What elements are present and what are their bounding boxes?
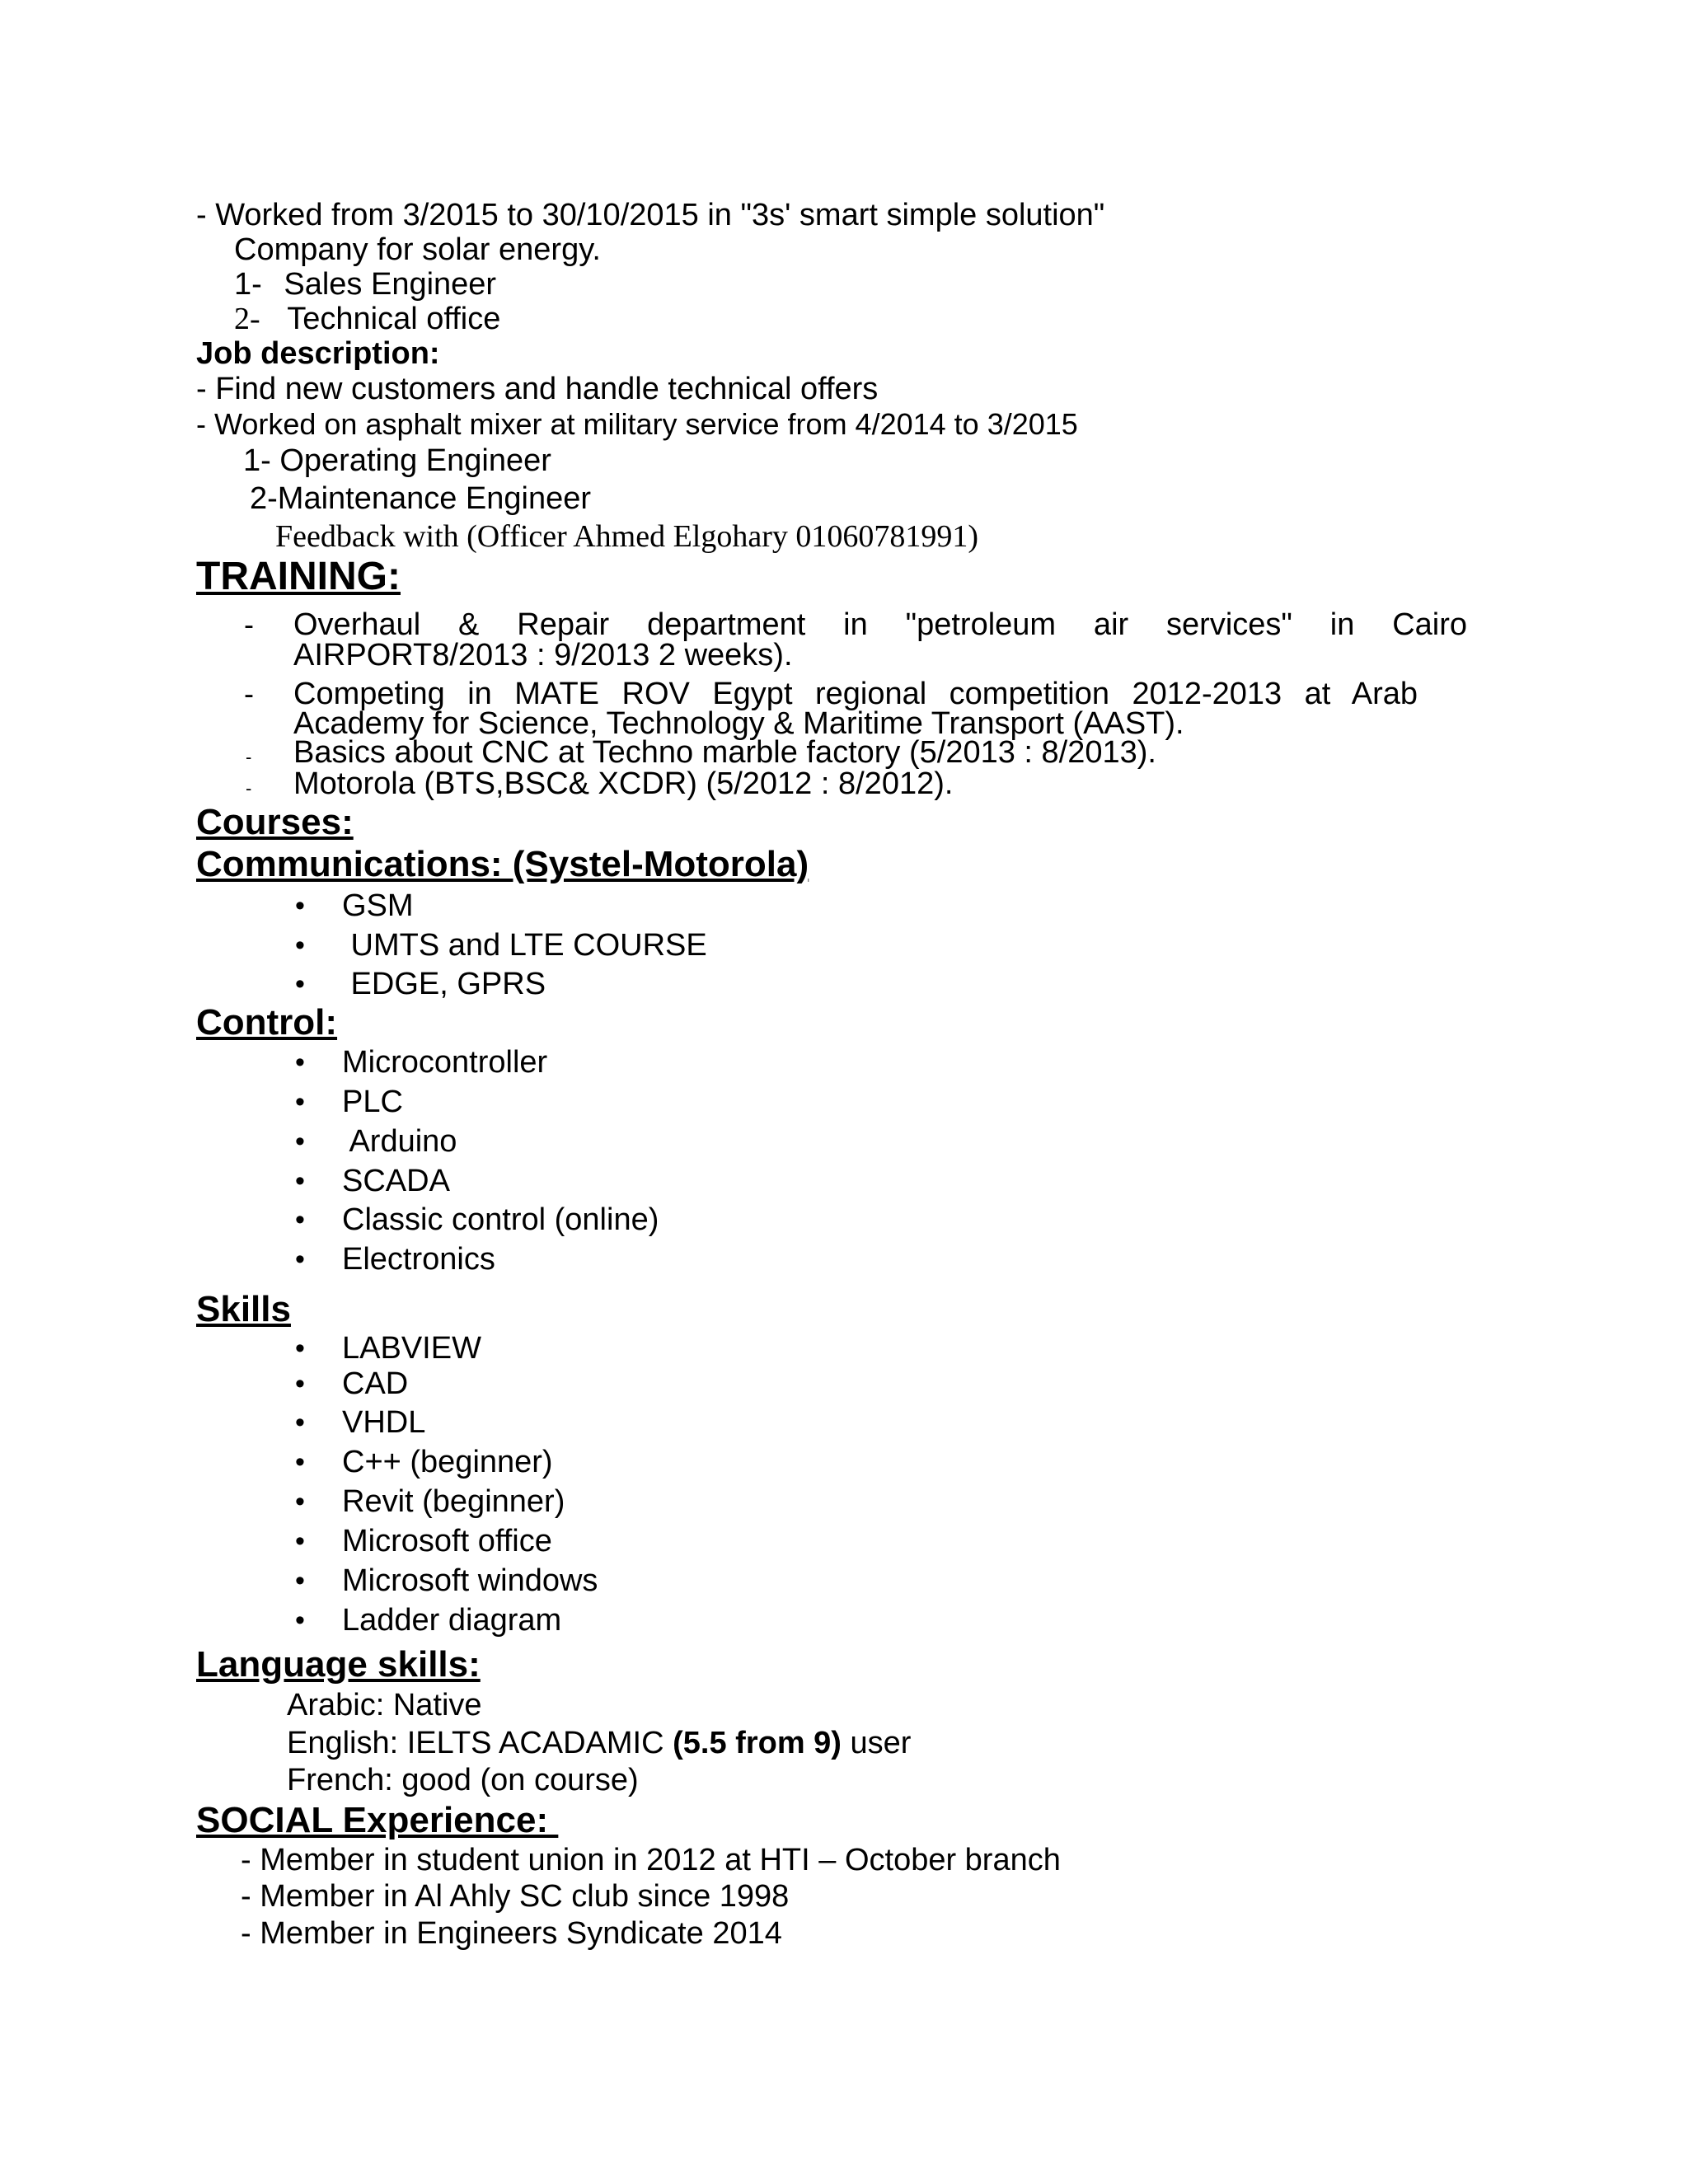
social-heading: SOCIAL Experience: xyxy=(196,1800,559,1840)
skill-item: LABVIEW xyxy=(342,1331,481,1366)
bullet-icon: • xyxy=(295,1526,305,1557)
military-role: 2-Maintenance Engineer xyxy=(250,481,592,516)
role-label: Sales Engineer xyxy=(284,267,497,302)
bullet-icon: • xyxy=(295,1605,305,1636)
language-english xyxy=(287,1724,911,1762)
courses-heading: Courses: xyxy=(196,802,354,842)
language-arabic: Arabic: Native xyxy=(287,1688,482,1722)
skill-item: C++ (beginner) xyxy=(342,1445,553,1479)
training-dash: - xyxy=(244,607,254,641)
bullet-icon: • xyxy=(295,1204,305,1235)
skill-item: Microsoft office xyxy=(342,1524,552,1558)
bullet-icon: • xyxy=(295,930,305,961)
role-number: 1- xyxy=(234,267,262,302)
bullet-icon: • xyxy=(295,1244,305,1275)
bullet-icon: • xyxy=(295,1047,305,1078)
ielts-score: (5.5 from 9) xyxy=(673,1726,842,1760)
control-item: PLC xyxy=(342,1085,403,1119)
military-role: 1- Operating Engineer xyxy=(243,443,551,478)
training-item-line: Academy for Science, Technology & Maritime Transport (AAST). xyxy=(293,706,1184,741)
training-item-line: Motorola (BTS,BSC& XCDR) (5/2012 : 8/2012). xyxy=(293,766,954,801)
role-item xyxy=(234,300,500,338)
role-label: Technical office xyxy=(287,302,501,336)
training-dash: - xyxy=(246,747,252,767)
training-item-line: Competing in MATE ROV Egypt regional competition 2012-2013 at Arab xyxy=(293,677,1418,711)
bullet-icon: • xyxy=(295,1368,305,1399)
training-item-line: Basics about CNC at Techno marble factory (5/2013 : 8/2013). xyxy=(293,735,1156,770)
feedback-line: Feedback with (Officer Ahmed Elgohary 01060781991) xyxy=(275,519,979,554)
bullet-icon: • xyxy=(295,1165,305,1197)
skill-item: VHDL xyxy=(342,1405,426,1440)
control-heading: Control: xyxy=(196,1002,338,1043)
bullet-icon: • xyxy=(295,1333,305,1364)
language-heading: Language skills: xyxy=(196,1644,481,1685)
social-item: - Member in Al Ahly SC club since 1998 xyxy=(241,1879,790,1914)
work-line-2: Company for solar energy. xyxy=(234,232,601,267)
communications-heading: Communications: (Systel-Motorola) xyxy=(196,844,809,884)
communications-item: GSM xyxy=(342,888,414,923)
skill-item: Revit (beginner) xyxy=(342,1484,565,1519)
social-item: - Member in student union in 2012 at HTI – October branch xyxy=(241,1843,1061,1877)
social-item: - Member in Engineers Syndicate 2014 xyxy=(241,1916,782,1951)
skill-item: CAD xyxy=(342,1366,409,1401)
bullet-icon: • xyxy=(295,1565,305,1596)
training-item-line: AIRPORT8/2013 : 9/2013 2 weeks). xyxy=(293,638,793,673)
bullet-icon: • xyxy=(295,1126,305,1157)
bullet-icon: • xyxy=(295,1486,305,1517)
bullet-icon: • xyxy=(295,968,305,1000)
training-item-line: Overhaul & Repair department in "petroleum air services" in Cairo xyxy=(293,607,1467,642)
control-item: SCADA xyxy=(342,1164,450,1198)
language-french: French: good (on course) xyxy=(287,1763,639,1797)
training-dash: - xyxy=(244,677,254,710)
training-heading: TRAINING: xyxy=(196,555,401,598)
communications-item: UMTS and LTE COURSE xyxy=(342,928,707,963)
bullet-icon: • xyxy=(295,1086,305,1118)
control-item: Electronics xyxy=(342,1242,495,1277)
bullet-icon: • xyxy=(295,1446,305,1478)
control-item: Arduino xyxy=(342,1124,457,1159)
role-number: 2- xyxy=(234,302,260,336)
skills-heading: Skills xyxy=(196,1289,291,1329)
control-item: Microcontroller xyxy=(342,1045,548,1080)
job-description-text: - Find new customers and handle technical offers xyxy=(196,372,879,406)
language-english-suffix: user xyxy=(841,1726,912,1760)
language-english-text: English: IELTS ACADAMIC xyxy=(287,1726,673,1760)
skill-item: Ladder diagram xyxy=(342,1603,562,1638)
skill-item: Microsoft windows xyxy=(342,1563,598,1598)
bullet-icon: • xyxy=(295,1407,305,1438)
role-item xyxy=(234,265,496,303)
control-item: Classic control (online) xyxy=(342,1202,659,1237)
military-service-line: - Worked on asphalt mixer at military service from 4/2014 to 3/2015 xyxy=(196,407,1078,441)
job-description-heading: Job description: xyxy=(196,336,440,371)
work-line-1: - Worked from 3/2015 to 30/10/2015 in "3s' smart simple solution" xyxy=(196,198,1105,232)
training-dash: - xyxy=(246,778,252,799)
bullet-icon: • xyxy=(295,890,305,921)
communications-item: EDGE, GPRS xyxy=(342,967,546,1001)
